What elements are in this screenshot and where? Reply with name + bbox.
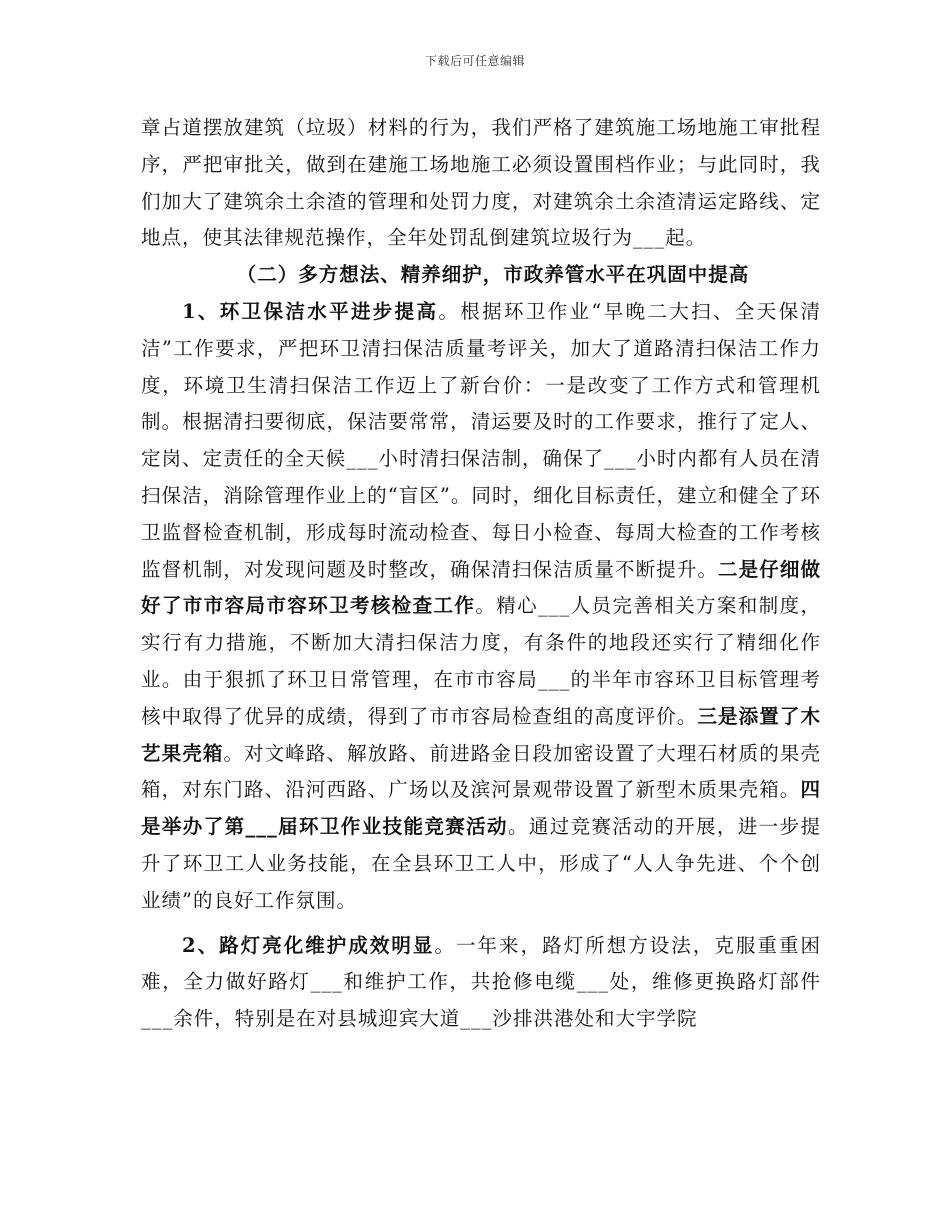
text-segment: 。根据环卫作业“早晚二大扫、全天保清洁”工作要求，严把环卫清扫保洁质量考评关，加大了道路清扫保洁工作力度，环境卫生清扫保洁工作迈上了新台价：一是改变了工作方式和管理机制。根据清扫要彻底，保洁要常常，清运要及时的工作要求，推行了定人、定岗、定责任的全天候___小时清扫保洁制，确保了___小时内都有人员在清扫保洁，消除管理作业上的“盲区”。同时，细化目标责任，建立和健全了环卫监督检查机制，形成每时流动检查、每日小检查、每周大检查的工作考核监督机制，对发现问题及时整改，确保清扫保洁质量不断提升。: [141, 299, 821, 581]
subheading-sanitation: 1、环卫保洁水平进步提高: [182, 299, 439, 323]
highlight-inspection: 二是仔细做好了市市容局市容环卫考核检查工作: [141, 557, 821, 618]
text-segment: 。对文峰路、解放路、前进路金日段加密设置了大理石材质的果壳箱，对东门路、沿河西路、广场以及滨河景观带设置了新型木质果壳箱。: [141, 741, 821, 802]
paragraph-construction-waste: [141, 110, 821, 257]
text-segment: 。精心___人员完善相关方案和制度，实行有力措施，不断加大清扫保洁力度，有条件的地段还实行了精细化作业。由于狠抓了环卫日常管理，在市市容局___的半年市容环卫目标管理考核中取得了优异的成绩，得到了市市容局检查组的高度评价。: [141, 594, 821, 728]
heading-text: （二）多方想法、精养细护，市政养管水平在巩固中提高: [236, 263, 750, 287]
page-header: 下载后可任意编辑: [424, 54, 525, 68]
paragraph-sanitation: [141, 294, 821, 920]
highlight-bins: 三是添置了木艺果壳箱: [141, 704, 821, 765]
section-heading-municipal-maintenance: [141, 257, 821, 294]
text-segment: 。一年来，路灯所想方设法，克服重重困难，全力做好路灯___和维护工作，共抢修电缆___处，维修更换路灯部件___余件，特别是在对县城迎宾大道___沙排洪港处和大宇学院: [141, 933, 821, 1031]
document-body: [141, 110, 821, 1038]
paragraph-street-lighting: [141, 928, 821, 1038]
text-segment: 章占道摆放建筑（垃圾）材料的行为，我们严格了建筑施工场地施工审批程序，严把审批关，做到在建施工场地施工必须设置围档作业；与此同时，我们加大了建筑余土余渣的管理和处罚力度，对建筑余土余渣清运定路线、定地点，使其法律规范操作，全年处罚乱倒建筑垃圾行为___起。: [141, 116, 821, 250]
subheading-street-lighting: 2、路灯亮化维护成效明显: [182, 933, 435, 957]
highlight-competition: 四是举办了第___届环卫作业技能竞赛活动: [141, 778, 821, 839]
text-segment: 。通过竞赛活动的开展，进一步提升了环卫工人业务技能，在全县环卫工人中，形成了“人人争先进、个个创业绩”的良好工作氛围。: [141, 815, 821, 912]
